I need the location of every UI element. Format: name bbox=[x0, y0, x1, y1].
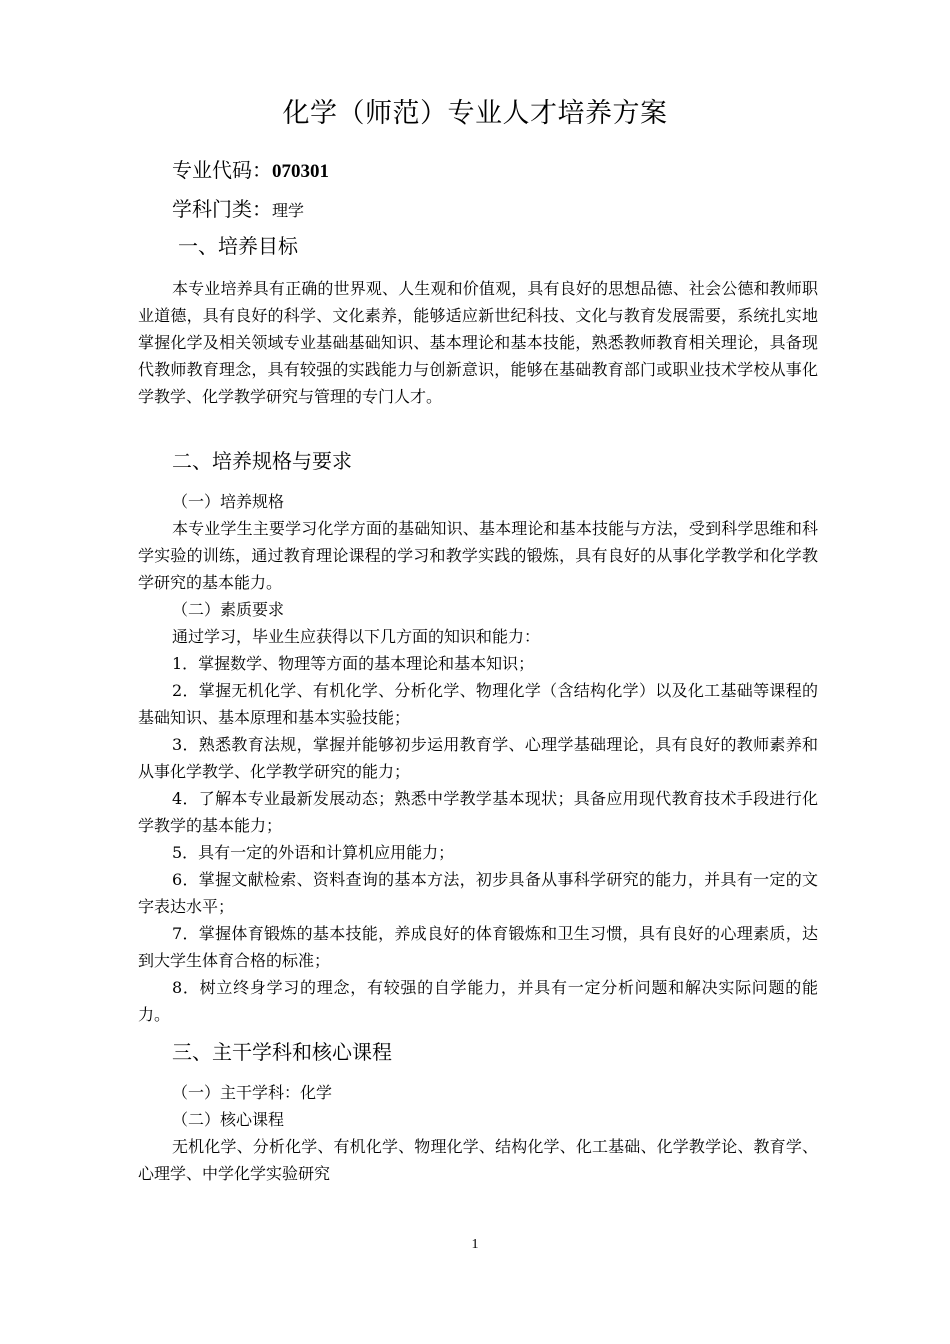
discipline-label: 学科门类： bbox=[172, 197, 272, 221]
discipline-line bbox=[172, 195, 304, 225]
section-1-heading: 一、培养目标 bbox=[178, 234, 298, 258]
section-3-heading: 三、主干学科和核心课程 bbox=[172, 1040, 392, 1064]
requirement-item: 3．熟悉教育法规，掌握并能够初步运用教育学、心理学基础理论，具有良好的教师素养和从事化学教学、化学教学研究的能力； bbox=[138, 735, 818, 781]
section-3-sub2: （二）核心课程 bbox=[172, 1110, 285, 1129]
requirement-item: 6．掌握文献检索、资料查询的基本方法，初步具备从事科学研究的能力，并具有一定的文字表达水平； bbox=[138, 870, 818, 916]
section-1-paragraph: 本专业培养具有正确的世界观、人生观和价值观，具有良好的思想品德、社会公德和教师职业道德，具有良好的科学、文化素养，能够适应新世纪科技、文化与教育发展需要，系统扎实地掌握化学及相关领域专业基础基础知识、基本理论和基本技能，熟悉教师教育相关理论，具备现代教师教育理念，具有较强的实践能力与创新意识，能够在基础教育部门或职业技术学校从事化学教学、化学教学研究与管理的专门人才。 bbox=[138, 279, 818, 406]
core-courses-text: 无机化学、分析化学、有机化学、物理化学、结构化学、化工基础、化学教学论、教育学、心理学、中学化学实验研究 bbox=[138, 1137, 818, 1183]
major-code-value: 070301 bbox=[272, 161, 329, 182]
major-code-line bbox=[172, 156, 329, 186]
requirement-item: 5．具有一定的外语和计算机应用能力； bbox=[172, 843, 455, 862]
section-3-sub1: （一）主干学科：化学 bbox=[172, 1083, 333, 1102]
requirement-item: 8．树立终身学习的理念，有较强的自学能力，并具有一定分析问题和解决实际问题的能力。 bbox=[138, 978, 818, 1024]
requirement-item: 7．掌握体育锻炼的基本技能，养成良好的体育锻炼和卫生习惯，具有良好的心理素质，达到大学生体育合格的标准； bbox=[138, 924, 818, 970]
document-title: 化学（师范）专业人才培养方案 bbox=[282, 98, 668, 129]
requirement-item: 2．掌握无机化学、有机化学、分析化学、物理化学（含结构化学）以及化工基础等课程的基础知识、基本原理和基本实验技能； bbox=[138, 681, 818, 727]
major-code-label: 专业代码： bbox=[172, 158, 272, 182]
requirement-item: 1．掌握数学、物理等方面的基本理论和基本知识； bbox=[172, 654, 535, 673]
section-2-intro: 通过学习，毕业生应获得以下几方面的知识和能力： bbox=[172, 627, 541, 646]
section-2-heading: 二、培养规格与要求 bbox=[172, 449, 352, 473]
section-2-sub2: （二）素质要求 bbox=[172, 600, 285, 619]
section-2-sub1: （一）培养规格 bbox=[172, 492, 285, 511]
section-2-sub1-text: 本专业学生主要学习化学方面的基础知识、基本理论和基本技能与方法，受到科学思维和科学实验的训练，通过教育理论课程的学习和教学实践的锻炼，具有良好的从事化学教学和化学教学研究的基本能力。 bbox=[138, 519, 818, 592]
requirement-item: 4．了解本专业最新发展动态；熟悉中学教学基本现状；具备应用现代教育技术手段进行化学教学的基本能力； bbox=[138, 789, 818, 835]
discipline-value: 理学 bbox=[272, 201, 305, 220]
page-number: 1 bbox=[471, 1237, 479, 1252]
